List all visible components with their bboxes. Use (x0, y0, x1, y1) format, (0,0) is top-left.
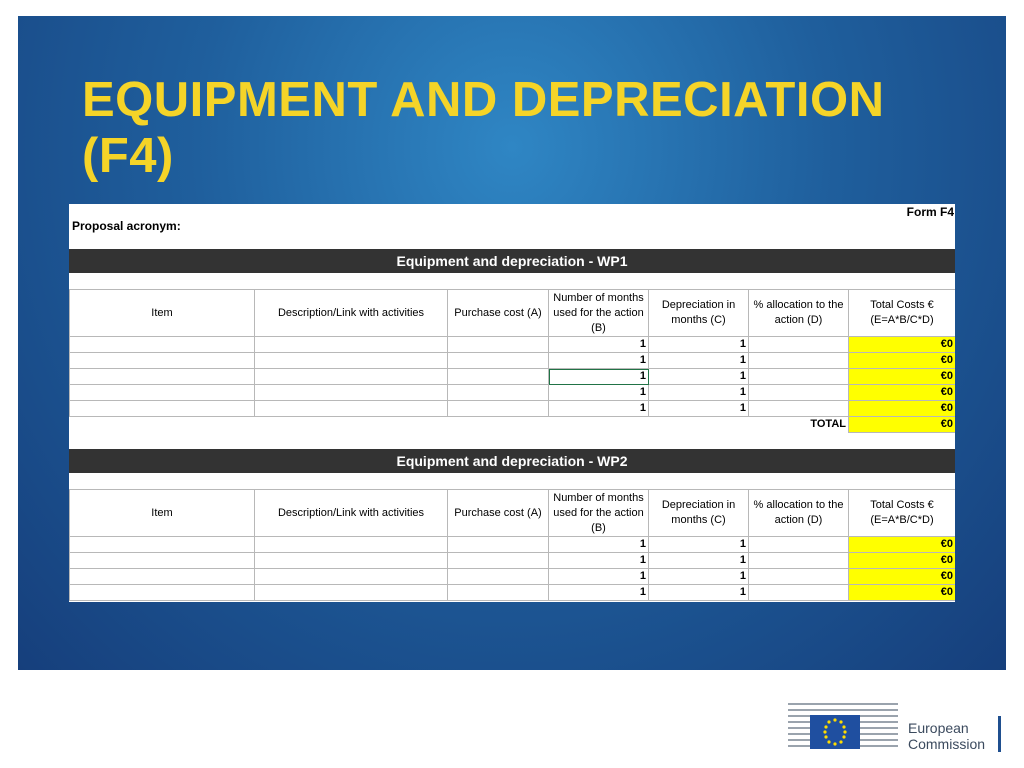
cell[interactable] (749, 537, 849, 553)
cell-months[interactable]: 1 (549, 569, 649, 585)
cell[interactable] (448, 553, 549, 569)
column-header-row (70, 490, 956, 537)
cell-depreciation[interactable]: 1 (649, 385, 749, 401)
cell[interactable] (448, 337, 549, 353)
col-item: Item (70, 290, 255, 337)
table-row (70, 537, 956, 553)
col-depreciation: Depreciation in months (C) (649, 490, 749, 537)
cell-depreciation[interactable]: 1 (649, 537, 749, 553)
col-allocation: % allocation to the action (D) (749, 290, 849, 337)
cell-months[interactable]: 1 (549, 353, 649, 369)
ec-logo-line2: Commission (908, 736, 986, 752)
cell[interactable] (70, 585, 255, 601)
cell[interactable] (749, 401, 849, 417)
cell[interactable] (70, 537, 255, 553)
cell[interactable] (448, 385, 549, 401)
ec-logo-text (908, 720, 985, 752)
ec-logo-line1: European (908, 720, 969, 736)
cell[interactable] (255, 369, 448, 385)
col-months-used: Number of months used for the action (B) (549, 290, 649, 337)
cell-total[interactable]: €0 (849, 537, 956, 553)
cell[interactable] (255, 585, 448, 601)
cell-depreciation[interactable]: 1 (649, 337, 749, 353)
cell[interactable] (448, 369, 549, 385)
slide-title (82, 72, 962, 184)
table-row (70, 353, 956, 369)
table-row (70, 401, 956, 417)
table-row (70, 337, 956, 353)
ec-logo-bar (998, 716, 1001, 752)
cell-depreciation[interactable]: 1 (649, 369, 749, 385)
cell[interactable] (749, 385, 849, 401)
cell-depreciation[interactable]: 1 (649, 553, 749, 569)
cell-months[interactable]: 1 (549, 585, 649, 601)
form-label: Form F4 (906, 205, 954, 219)
cell-total[interactable]: €0 (849, 369, 956, 385)
cell[interactable] (448, 569, 549, 585)
wp1-header: Equipment and depreciation - WP1 (69, 249, 955, 273)
col-total-costs: Total Costs € (E=A*B/C*D) (849, 290, 956, 337)
cell[interactable] (70, 385, 255, 401)
cell-total[interactable]: €0 (849, 553, 956, 569)
cell[interactable] (255, 353, 448, 369)
cell-total[interactable]: €0 (849, 401, 956, 417)
table-row (70, 385, 956, 401)
cell[interactable] (70, 369, 255, 385)
total-row (70, 417, 956, 433)
col-purchase-cost: Purchase cost (A) (448, 490, 549, 537)
col-item: Item (70, 490, 255, 537)
cell-depreciation[interactable]: 1 (649, 569, 749, 585)
col-months-used: Number of months used for the action (B) (549, 490, 649, 537)
wp2-table (69, 489, 955, 601)
cell[interactable] (448, 537, 549, 553)
spacer-row (69, 473, 955, 489)
cell[interactable] (749, 369, 849, 385)
cell[interactable] (255, 385, 448, 401)
cell-months[interactable]: 1 (549, 385, 649, 401)
cell-total[interactable]: €0 (849, 585, 956, 601)
wp2-header: Equipment and depreciation - WP2 (69, 449, 955, 473)
cell-total[interactable]: €0 (849, 353, 956, 369)
spacer-row (69, 433, 955, 449)
cell[interactable] (749, 353, 849, 369)
wp1-table (69, 289, 955, 433)
cell-total[interactable]: €0 (849, 337, 956, 353)
cell[interactable] (255, 553, 448, 569)
cell[interactable] (255, 537, 448, 553)
col-allocation: % allocation to the action (D) (749, 490, 849, 537)
cell[interactable] (70, 569, 255, 585)
proposal-acronym-label: Proposal acronym: (72, 219, 181, 233)
spreadsheet-form (69, 204, 955, 602)
cell[interactable] (749, 585, 849, 601)
cell-months[interactable]: 1 (549, 553, 649, 569)
cell-months[interactable]: 1 (549, 401, 649, 417)
cell-depreciation[interactable]: 1 (649, 401, 749, 417)
cell[interactable] (448, 585, 549, 601)
table-row (70, 569, 956, 585)
cell[interactable] (255, 569, 448, 585)
total-value[interactable]: €0 (849, 417, 956, 433)
cell[interactable] (70, 401, 255, 417)
col-description: Description/Link with activities (255, 490, 448, 537)
col-purchase-cost: Purchase cost (A) (448, 290, 549, 337)
cell[interactable] (749, 553, 849, 569)
cell[interactable] (70, 337, 255, 353)
cell-months[interactable]: 1 (549, 337, 649, 353)
cell-depreciation[interactable]: 1 (649, 585, 749, 601)
col-description: Description/Link with activities (255, 290, 448, 337)
column-header-row (70, 290, 956, 337)
title-line-2: (F4) (82, 129, 174, 183)
cell-months-selected[interactable]: 1 (549, 369, 649, 385)
cell-months[interactable]: 1 (549, 537, 649, 553)
spacer-row (69, 273, 955, 289)
table-row (70, 369, 956, 385)
cell[interactable] (255, 337, 448, 353)
cell[interactable] (255, 401, 448, 417)
col-total-costs: Total Costs € (E=A*B/C*D) (849, 490, 956, 537)
table-row (70, 585, 956, 601)
sheet-top (69, 204, 955, 249)
cell[interactable] (70, 353, 255, 369)
cell[interactable] (70, 553, 255, 569)
cell[interactable] (749, 337, 849, 353)
cell-total[interactable]: €0 (849, 569, 956, 585)
cell[interactable] (448, 401, 549, 417)
cell[interactable] (749, 569, 849, 585)
col-depreciation: Depreciation in months (C) (649, 290, 749, 337)
table-row (70, 553, 956, 569)
total-label: TOTAL (810, 418, 846, 431)
cell[interactable] (448, 353, 549, 369)
title-line-1: EQUIPMENT AND DEPRECIATION (82, 73, 885, 127)
cell-total[interactable]: €0 (849, 385, 956, 401)
cell-depreciation[interactable]: 1 (649, 353, 749, 369)
